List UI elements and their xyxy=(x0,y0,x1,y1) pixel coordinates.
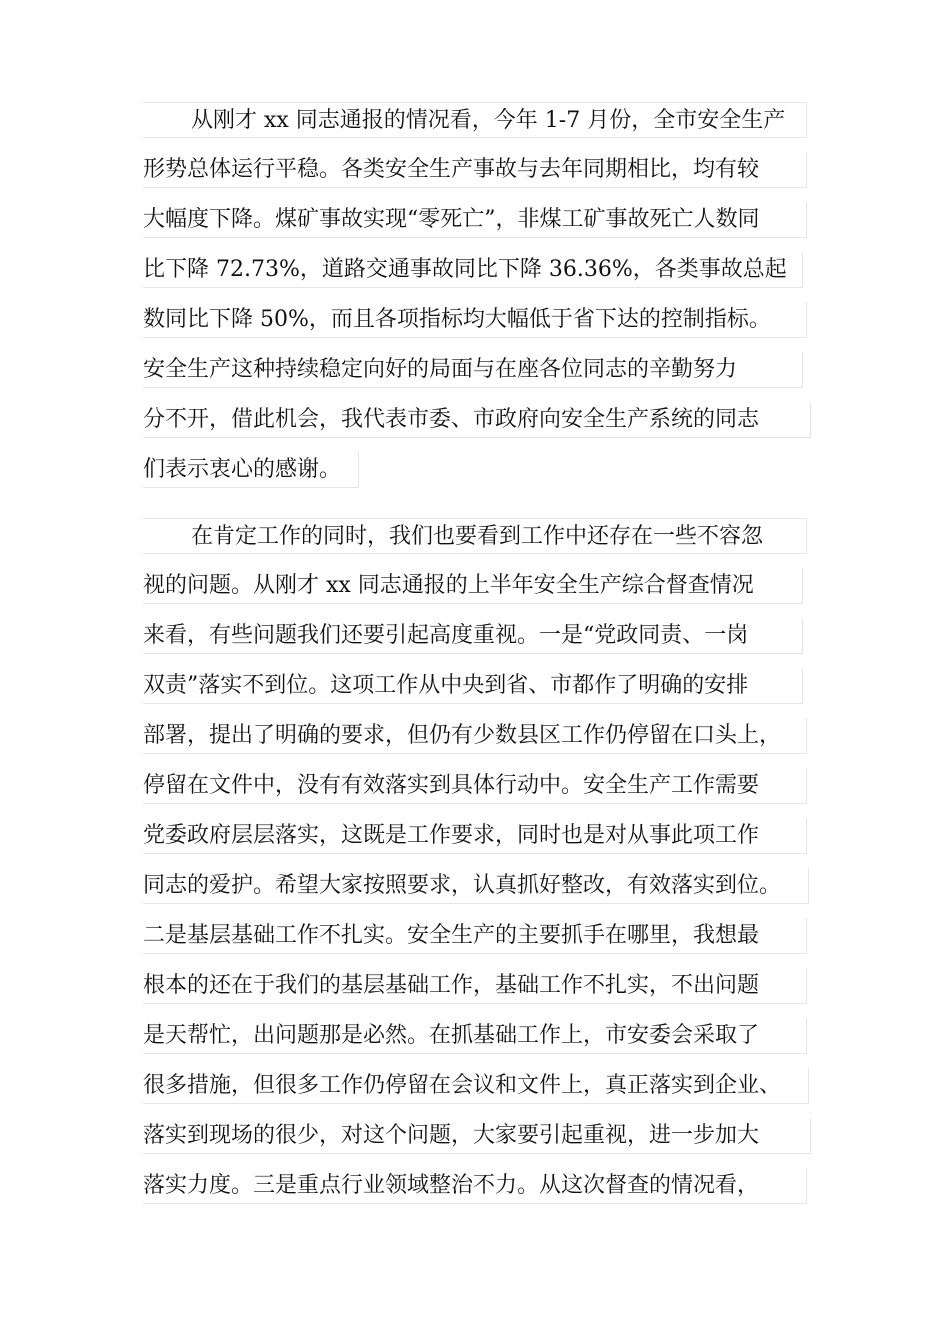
text-line: 很多措施，但很多工作仍停留在会议和文件上，真正落实到企业、 xyxy=(143,1068,809,1104)
text-line: 形势总体运行平稳。各类安全生产事故与去年同期相比，均有较 xyxy=(143,152,807,188)
text-line: 来看，有些问题我们还要引起高度重视。一是“党政同责、一岗 xyxy=(143,618,803,654)
text-line: 部署，提出了明确的要求，但仍有少数县区工作仍停留在口头上， xyxy=(143,718,807,754)
text-line: 比下降 72.73%，道路交通事故同比下降 36.36%，各类事故总起 xyxy=(143,252,803,288)
text-line: 分不开，借此机会，我代表市委、市政府向安全生产系统的同志 xyxy=(143,402,811,438)
text-line: 落实到现场的很少，对这个问题，大家要引起重视，进一步加大 xyxy=(143,1118,811,1154)
text-line: 党委政府层层落实，这既是工作要求，同时也是对从事此项工作 xyxy=(143,818,807,854)
text-line: 视的问题。从刚才 xx 同志通报的上半年安全生产综合督查情况 xyxy=(143,568,803,604)
text-line: 落实力度。三是重点行业领域整治不力。从这次督查的情况看， xyxy=(143,1168,807,1204)
text-line: 二是基层基础工作不扎实。安全生产的主要抓手在哪里，我想最 xyxy=(143,918,807,954)
text-line: 们表示衷心的感谢。 xyxy=(143,452,359,488)
text-line: 是天帮忙，出问题那是必然。在抓基础工作上，市安委会采取了 xyxy=(143,1018,807,1054)
text-line: 从刚才 xx 同志通报的情况看，今年 1-7 月份，全市安全生产 xyxy=(143,102,807,138)
text-line: 安全生产这种持续稳定向好的局面与在座各位同志的辛勤努力 xyxy=(143,352,803,388)
text-line: 数同比下降 50%，而且各项指标均大幅低于省下达的控制指标。 xyxy=(143,302,807,338)
text-line: 在肯定工作的同时，我们也要看到工作中还存在一些不容忽 xyxy=(143,518,807,554)
text-line: 停留在文件中，没有有效落实到具体行动中。安全生产工作需要 xyxy=(143,768,807,804)
text-line: 双责”落实不到位。这项工作从中央到省、市都作了明确的安排 xyxy=(143,668,803,704)
text-line: 大幅度下降。煤矿事故实现“零死亡”，非煤工矿事故死亡人数同 xyxy=(143,202,807,238)
text-line: 根本的还在于我们的基层基础工作，基础工作不扎实，不出问题 xyxy=(143,968,807,1004)
text-line: 同志的爱护。希望大家按照要求，认真抓好整改，有效落实到位。 xyxy=(143,868,809,904)
